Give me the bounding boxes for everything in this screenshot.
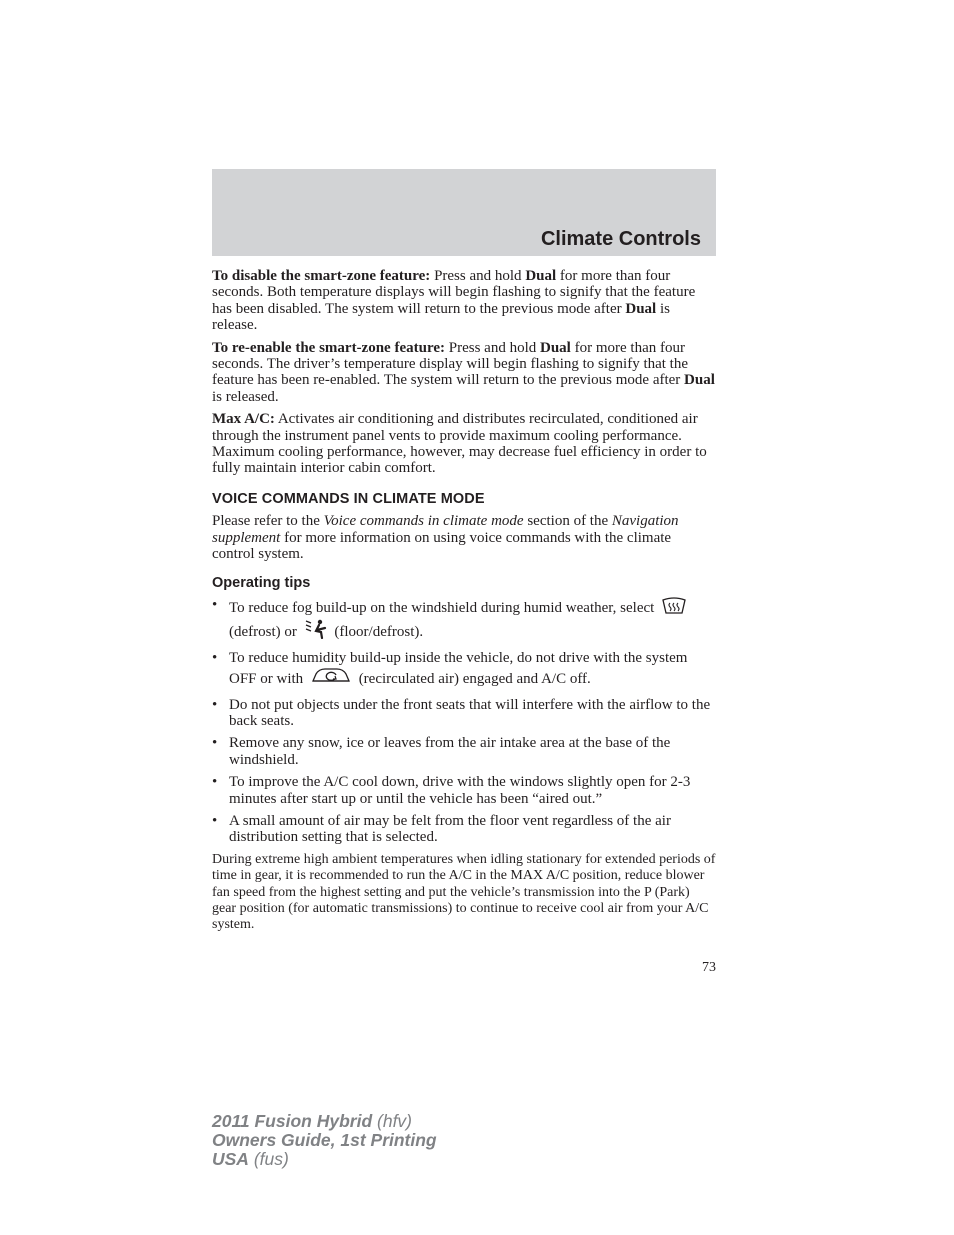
paragraph-high-temperature-note: During extreme high ambient temperatures when idling stationary for extended periods of time in gear, it is recommended to run the A/C in the MAX A/C position, reduce blower fan speed from the highest setting and put the vehicle’s transmission into the P (Park) gear position (for automatic transmissions) to continue to receive cool air from your A/C system. <box>212 851 716 933</box>
text-span: section of the <box>523 513 612 530</box>
bullet: • <box>212 735 218 752</box>
text-span: To improve the A/C cool down, drive with the windows slightly open for 2-3 minutes after start up or until the vehicle has been “aired out.” <box>229 774 691 807</box>
bullet: • <box>212 774 218 791</box>
term-disable-smart-zone: To disable the smart-zone feature: <box>212 268 431 284</box>
text-span: A small amount of air may be felt from the floor vent regardless of the air distribution setting that is selected. <box>229 812 671 846</box>
footer-model-code: (hfv) <box>372 1111 413 1131</box>
page-content <box>212 268 716 940</box>
text-span: To reduce fog build-up on the windshield during humid weather, select <box>229 599 659 616</box>
bullet: • <box>212 649 218 666</box>
defrost-icon <box>661 597 687 619</box>
list-item <box>212 650 716 691</box>
floor-defrost-icon <box>304 619 328 643</box>
text-span: for more than four seconds. Both temperature displays will begin flashing to signify that the feature has been disabled. The system will return to the previous mode after <box>212 268 696 317</box>
footer-line-model <box>212 1112 437 1131</box>
list-item <box>212 735 716 768</box>
term-reenable-smart-zone: To re-enable the smart-zone feature: <box>212 339 445 356</box>
paragraph-reenable-smart-zone <box>212 340 716 406</box>
keyword-dual: Dual <box>684 372 715 389</box>
text-span: (recirculated air) engaged and A/C off. <box>354 671 591 688</box>
keyword-dual: Dual <box>540 339 571 356</box>
text-span: is released. <box>212 388 279 405</box>
bullet: • <box>212 696 218 713</box>
footer-guide: Owners Guide, 1st Printing <box>212 1130 437 1150</box>
footer-market-code: (fus) <box>248 1149 289 1169</box>
paragraph-voice-commands <box>212 513 716 562</box>
reference-voice-commands: Voice commands in climate mode <box>323 513 524 530</box>
keyword-dual: Dual <box>525 268 557 284</box>
bullet: • <box>212 812 218 829</box>
list-item <box>212 813 716 846</box>
footer-line-market <box>212 1150 437 1169</box>
keyword-dual: Dual <box>625 300 657 317</box>
list-item <box>212 597 716 644</box>
text-span: Press and hold <box>430 268 526 284</box>
footer-model: 2011 Fusion Hybrid <box>212 1111 373 1131</box>
text-span: Remove any snow, ice or leaves from the air intake area at the base of the windshield. <box>229 735 671 768</box>
text-span: Please refer to the <box>212 513 324 530</box>
text-span: (floor/defrost). <box>330 624 424 641</box>
section-title: Climate Controls <box>540 228 701 250</box>
text-span: for more information on using voice commands with the climate control system. <box>212 529 672 563</box>
section-header-band <box>212 169 716 256</box>
text-span: (defrost) or <box>229 624 301 641</box>
paragraph-disable-smart-zone <box>212 268 716 334</box>
text-span: Activates air conditioning and distributes recirculated, conditioned air through the instrument panel vents to provide maximum cooling performance. Maximum cooling performance, however, may decrease fuel efficiency in order to fully maintain interior cabin comfort. <box>212 411 707 477</box>
page-number: 73 <box>702 960 716 975</box>
document-footer <box>212 1112 437 1169</box>
heading-voice-commands: VOICE COMMANDS IN CLIMATE MODE <box>212 490 485 507</box>
text-span: To reduce humidity build-up inside the vehicle, do not drive with the system OFF or with <box>229 649 688 688</box>
footer-market: USA <box>212 1149 249 1169</box>
paragraph-max-ac <box>212 411 716 477</box>
text-span: is release. <box>212 300 670 334</box>
text-span: Press and hold <box>445 339 540 356</box>
text-span: Do not put objects under the front seats that will interfere with the airflow to the back seats. <box>229 696 711 729</box>
term-max-ac: Max A/C: <box>212 411 275 428</box>
recirculate-icon <box>310 666 352 690</box>
heading-operating-tips: Operating tips <box>212 574 311 591</box>
footer-line-guide <box>212 1131 437 1150</box>
text-span: for more than four seconds. The driver’s temperature display will begin flashing to signify that the feature has been re-enabled. The system will return to the previous mode after <box>212 339 689 389</box>
operating-tips-list <box>212 597 716 846</box>
reference-navigation-supplement: Navigation supplement <box>212 513 679 546</box>
list-item <box>212 697 716 730</box>
bullet: • <box>212 596 218 613</box>
list-item <box>212 774 716 807</box>
